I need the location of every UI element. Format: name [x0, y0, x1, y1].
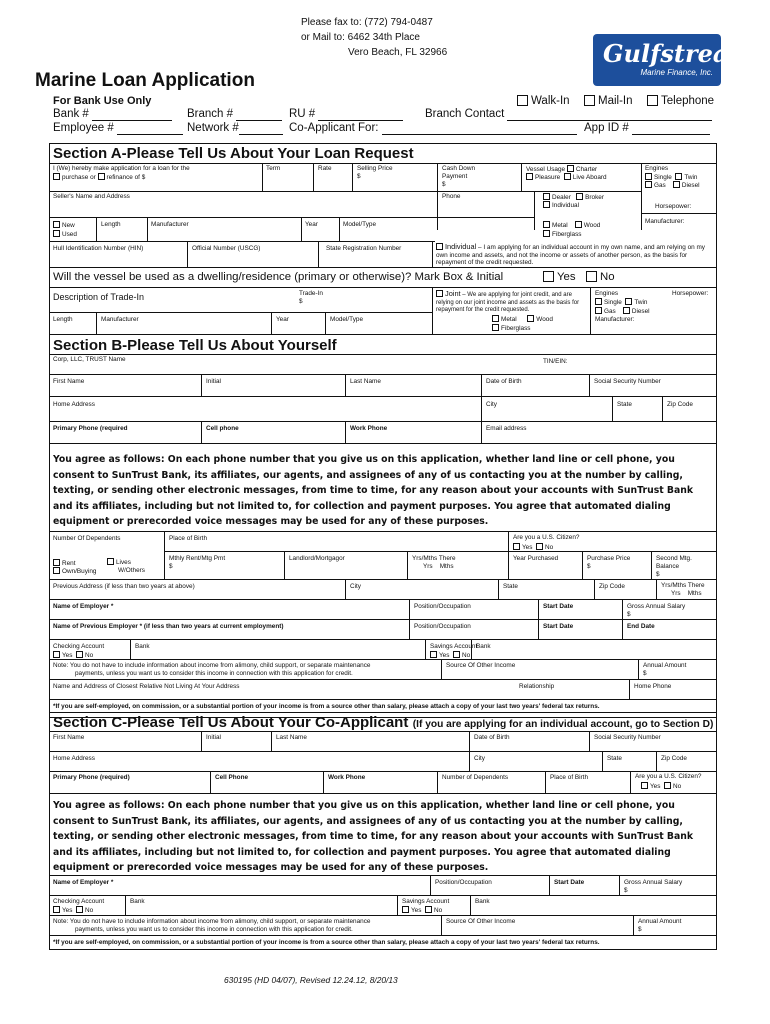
start-date-label: Start Date — [543, 603, 574, 610]
co-self-employed-note: *If you are self-employed, on commission, or a substantial portion of your income is from a source other than salary, please attach a copy of your last two years' federal tax returns. — [53, 939, 600, 946]
joint-account-checkbox[interactable] — [436, 290, 443, 297]
bank-use-heading: For Bank Use Only — [53, 95, 152, 107]
annual-amount-label: Annual Amount — [643, 662, 687, 669]
citizen-no-checkbox[interactable] — [536, 543, 543, 550]
state-label: State — [617, 401, 632, 408]
annual-amount-dollar[interactable]: $ — [643, 670, 647, 677]
section-a-title: Section A-Please Tell Us About Your Loan Request — [53, 145, 414, 162]
individual-seller-option: Individual — [543, 201, 579, 210]
cell-phone-label: Cell phone — [206, 425, 239, 432]
trade-fuel-options: Gas Diesel — [595, 307, 650, 316]
co-employer-label: Name of Employer * — [53, 879, 114, 886]
lives-with-others-checkbox[interactable] — [107, 558, 114, 565]
checking-options: Yes No — [53, 651, 93, 660]
rent-option: Rent — [53, 559, 76, 568]
telephone-option[interactable]: Telephone — [647, 94, 714, 108]
savings-account-label: Savings Account — [430, 643, 478, 650]
dealer-checkbox[interactable] — [543, 193, 550, 200]
co-us-citizen-label: Are you a U.S. Citizen? — [635, 773, 702, 780]
employee-number-field[interactable]: Employee # — [53, 122, 183, 135]
prev-zip-label: Zip Code — [599, 583, 625, 590]
mail-in-option[interactable]: Mail-In — [584, 94, 633, 108]
uscg-label: Official Number (USCG) — [192, 245, 261, 252]
trade-model-label: Model/Type — [330, 316, 364, 323]
co-savings-no-checkbox[interactable] — [425, 906, 432, 913]
balance-dollar[interactable]: $ — [656, 571, 660, 578]
co-first-name-label: First Name — [53, 734, 85, 741]
co-us-citizen-options: Yes No — [641, 782, 681, 791]
fuel-options: Gas Diesel — [645, 181, 700, 190]
gulfstream-logo — [593, 34, 754, 86]
logo-subtitle: Marine Finance, Inc. — [640, 68, 713, 77]
charter-checkbox[interactable] — [567, 165, 574, 172]
co-checking-bank-label: Bank — [130, 898, 145, 905]
co-state-label: State — [607, 755, 622, 762]
seller-name-label: Seller's Name and Address — [53, 193, 130, 200]
lives-option: Lives — [107, 558, 131, 567]
vessel-usage-label: Vessel Usage Charter — [526, 166, 598, 173]
closest-relative-label: Name and Address of Closest Relative Not Living At Your Address — [53, 683, 240, 690]
ru-number-field[interactable]: RU # — [289, 108, 403, 121]
co-checking-options: Yes No — [53, 906, 93, 915]
savings-bank-label: Bank — [476, 643, 491, 650]
income-note-line2: payments, unless you want us to consider this income in connection with this application for credit. — [75, 670, 353, 677]
fiberglass-checkbox[interactable] — [543, 230, 550, 237]
balance-label: Balance — [656, 563, 680, 570]
first-name-label: First Name — [53, 378, 85, 385]
live-aboard-checkbox[interactable] — [564, 173, 571, 180]
us-citizen-options: Yes No — [513, 543, 553, 552]
previous-employer-label: Name of Previous Employer * (if less than two years at current employment) — [53, 623, 284, 630]
savings-no-checkbox[interactable] — [453, 651, 460, 658]
cash-down-dollar[interactable]: $ — [442, 181, 446, 188]
co-annual-amount-label: Annual Amount — [638, 918, 682, 925]
model-type-label: Model/Type — [343, 221, 377, 228]
co-dob-label: Date of Birth — [474, 734, 510, 741]
gross-salary-label: Gross Annual Salary — [627, 603, 686, 610]
monthly-payment-dollar[interactable]: $ — [169, 563, 173, 570]
place-of-birth-label: Place of Birth — [169, 535, 208, 542]
position-label: Position/Occupation — [414, 603, 471, 610]
relative-home-phone-label: Home Phone — [634, 683, 672, 690]
citizen-yes-checkbox[interactable] — [513, 543, 520, 550]
horsepower-label: Horsepower: — [655, 203, 692, 210]
income-note-line1: Note: You do not have to include information about income from alimony, child support, or separate maintenance — [53, 662, 371, 669]
state-registration-label: State Registration Number — [326, 245, 402, 252]
purchase-refinance-options[interactable]: purchase or refinance of $ — [53, 173, 145, 182]
gross-salary-dollar[interactable]: $ — [627, 611, 631, 618]
prev-city-label: City — [350, 583, 362, 590]
individual-account-statement: Individual – I am applying for an individual account in my own name, and am relying on my own income and assets, and not the income or assets of another person, as the basis for repayment of the credit requested. — [436, 242, 706, 267]
mail-city: Vero Beach, FL 32966 — [348, 47, 448, 58]
new-checkbox[interactable] — [53, 221, 60, 228]
checking-account-label: Checking Account — [53, 643, 105, 650]
individual-account-checkbox[interactable] — [436, 243, 443, 250]
network-number-field[interactable]: Network # — [187, 122, 283, 135]
manufacturer-label: Manufacturer — [151, 221, 189, 228]
second-mtg-label: Second Mtg. — [656, 555, 692, 562]
previous-address-label: Previous Address (if less than two years at above) — [53, 583, 195, 590]
prev-position-label: Position/Occupation — [414, 623, 471, 630]
trade-manufacturer-label: Manufacturer: — [595, 316, 635, 323]
logo-wordmark: Gulfstream — [603, 39, 754, 68]
engines-label: Engines — [645, 165, 669, 172]
co-consent-statement: You agree as follows: On each phone number that you give us on this application, whether land line or cell phone, you consent to SunTrust Bank, its affiliates, our agents, and assignees of any of us contacting you at the number by calling, texting, or sending other electronic messages, from time to time, for any reason about your accounts with SunTrust Bank and its affiliates, including but not limited to, for collection and payment purposes. You agree that automated dialing equipment or prerecorded voice messages may be used for any of these purposes. — [53, 800, 694, 873]
selling-price-dollar[interactable]: $ — [357, 173, 361, 180]
joint-account-statement: Joint – We are applying for joint credit, and are relying on our joint income and assets as the basis for repayment for the credit requested. — [436, 289, 580, 313]
trade-year-label: Year — [276, 316, 289, 323]
self-employed-note: *If you are self-employed, on commission, or a substantial portion of your income is from a source other than salary, please attach a copy of your last two years' federal tax returns. — [53, 703, 600, 710]
fiberglass-option: Fiberglass — [543, 230, 581, 239]
landlord-label: Landlord/Mortgagor — [289, 555, 345, 562]
co-primary-phone-label: Primary Phone (required) — [53, 774, 130, 781]
section-c-title: Section C-Please Tell Us About Your Co-Applicant — [53, 714, 409, 731]
individual-seller-checkbox[interactable] — [543, 201, 550, 208]
co-ssn-label: Social Security Number — [594, 734, 661, 741]
section-b-title: Section B-Please Tell Us About Yourself — [53, 337, 337, 354]
co-income-note-line1: Note: You do not have to include information about income from alimony, child support, or separate maintenance — [53, 918, 371, 925]
payment-label: Payment — [442, 173, 468, 180]
broker-checkbox[interactable] — [576, 193, 583, 200]
co-work-phone-label: Work Phone — [328, 774, 366, 781]
co-savings-label: Savings Account — [402, 898, 450, 905]
trade-hull-options: Metal Wood — [492, 315, 553, 324]
co-dependents-label: Number of Dependents — [442, 774, 509, 781]
seller-type-options: Dealer Broker — [543, 193, 604, 202]
purchase-price-label: Purchase Price — [587, 555, 631, 562]
prev-yrs-mths-label: Yrs/Mths There — [661, 582, 705, 589]
co-place-birth-label: Place of Birth — [550, 774, 589, 781]
co-income-note-line2: payments, unless you want us to consider this income in connection with this application for credit. — [75, 926, 353, 933]
email-label: Email address — [486, 425, 527, 432]
engines-trade-label: Engines — [595, 290, 619, 297]
own-option: Own/Buying — [53, 567, 96, 576]
trade-twin-checkbox[interactable] — [625, 298, 632, 305]
last-name-label: Last Name — [350, 378, 381, 385]
horsepower-trade-label: Horsepower: — [672, 290, 709, 297]
year-purchased-label: Year Purchased — [513, 555, 559, 562]
trade-diesel-checkbox[interactable] — [623, 307, 630, 314]
branch-number-field[interactable]: Branch # — [187, 108, 282, 121]
mail-in-checkbox[interactable] — [584, 95, 595, 106]
corp-name-label: Corp, LLC, TRUST Name — [53, 356, 126, 363]
used-option: Used — [53, 230, 77, 239]
ssn-label: Social Security Number — [594, 378, 661, 385]
telephone-checkbox[interactable] — [647, 95, 658, 106]
prev-state-label: State — [503, 583, 518, 590]
trade-manufacturer-field-label: Manufacturer — [101, 316, 139, 323]
pleasure-checkbox[interactable] — [526, 173, 533, 180]
metal-checkbox[interactable] — [543, 221, 550, 228]
length-label: Length — [101, 221, 121, 228]
relationship-label: Relationship — [519, 683, 555, 690]
co-gross-salary-dollar[interactable]: $ — [624, 887, 628, 894]
co-position-label: Position/Occupation — [435, 879, 492, 886]
co-savings-yes-checkbox[interactable] — [402, 906, 409, 913]
co-home-address-label: Home Address — [53, 755, 95, 762]
gas-checkbox[interactable] — [645, 181, 652, 188]
dwelling-no-option[interactable]: No — [586, 270, 615, 284]
trade-in-label: Trade-In — [299, 290, 323, 297]
trade-length-label: Length — [53, 316, 73, 323]
end-date-label: End Date — [627, 623, 655, 630]
co-citizen-yes-checkbox[interactable] — [641, 782, 648, 789]
trade-engine-count-options: Single Twin — [595, 298, 647, 307]
trade-wood-checkbox[interactable] — [527, 315, 534, 322]
trade-metal-checkbox[interactable] — [492, 315, 499, 322]
co-savings-options: Yes No — [402, 906, 442, 915]
co-checking-yes-checkbox[interactable] — [53, 906, 60, 913]
twin-engine-checkbox[interactable] — [675, 173, 682, 180]
savings-yes-checkbox[interactable] — [430, 651, 437, 658]
work-phone-label: Work Phone — [350, 425, 388, 432]
branch-contact-field[interactable]: Branch Contact — [425, 108, 712, 121]
co-checking-no-checkbox[interactable] — [76, 906, 83, 913]
seller-phone-label: Phone — [442, 193, 461, 200]
co-start-date-label: Start Date — [554, 879, 585, 886]
us-citizen-label: Are you a U.S. Citizen? — [513, 534, 580, 541]
co-zip-label: Zip Code — [661, 755, 687, 762]
consent-statement: You agree as follows: On each phone number that you give us on this application, whether land line or cell phone, you consent to SunTrust Bank, its affiliates, our agents, and assignees of any of us contacting you at the number by calling, texting, or sending other electronic messages, from time to time, for any reason about your accounts with SunTrust Bank and its affiliates, including but not limited to, for collection and payment purposes. You agree that automated dialing equipment or prerecorded voice messages may be used for any of these purposes. — [53, 454, 694, 527]
bank-number-field[interactable]: Bank # — [53, 108, 172, 121]
hull-material-options: Metal Wood — [543, 221, 600, 230]
prev-yrs-mths-fields[interactable]: Yrs Mths — [671, 590, 702, 597]
mail-address: or Mail to: 6462 34th Place — [301, 32, 420, 43]
refinance-checkbox[interactable] — [98, 173, 105, 180]
walk-in-checkbox[interactable] — [517, 95, 528, 106]
prev-start-date-label: Start Date — [543, 623, 574, 630]
trade-single-checkbox[interactable] — [595, 298, 602, 305]
fax-number: Please fax to: (772) 794-0487 — [301, 17, 433, 28]
dependents-label: Number Of Dependents — [53, 535, 121, 542]
form-number: 630195 (HD 04/07), Revised 12.24.12, 8/20/13 — [224, 975, 398, 985]
section-c-header — [53, 714, 713, 732]
purchase-checkbox[interactable] — [53, 173, 60, 180]
co-last-name-label: Last Name — [276, 734, 307, 741]
rent-checkbox[interactable] — [53, 559, 60, 566]
cash-down-label: Cash Down — [442, 165, 476, 172]
trade-gas-checkbox[interactable] — [595, 307, 602, 314]
usage-options: Pleasure Live Aboard — [526, 173, 607, 182]
savings-options: Yes No — [430, 651, 470, 660]
co-annual-amount-dollar[interactable]: $ — [638, 926, 642, 933]
monthly-payment-label: Mthly Rent/Mtg Pmt — [169, 555, 226, 562]
manufacturer-engine-label: Manufacturer: — [645, 218, 685, 225]
hin-label: Hull Identification Number (HIN) — [53, 245, 144, 252]
co-city-label: City — [474, 755, 486, 762]
primary-phone-label: Primary Phone (required — [53, 425, 128, 432]
trade-fiberglass-checkbox[interactable] — [492, 324, 499, 331]
section-c-subtitle: (If you are applying for an individual account, go to Section D) — [412, 719, 714, 730]
engine-count-options: Single Twin — [645, 173, 697, 182]
trade-in-description-label: Description of Trade-In — [53, 292, 145, 302]
app-id-field[interactable]: App ID # — [584, 122, 710, 135]
dwelling-yes-checkbox[interactable] — [543, 271, 554, 282]
employer-label: Name of Employer * — [53, 603, 114, 610]
wood-checkbox[interactable] — [575, 221, 582, 228]
zip-label: Zip Code — [667, 401, 693, 408]
co-cell-phone-label: Cell Phone — [215, 774, 249, 781]
with-others-label: W/Others — [118, 567, 145, 574]
dwelling-yes-option[interactable]: Yes — [543, 270, 576, 284]
co-initial-label: Initial — [206, 734, 221, 741]
new-option: New — [53, 221, 75, 230]
co-savings-bank-label: Bank — [475, 898, 490, 905]
other-income-label: Source Of Other Income — [446, 662, 516, 669]
trade-fiberglass-option: Fiberglass — [492, 324, 530, 333]
co-applicant-for-field[interactable]: Co-Applicant For: — [289, 122, 577, 135]
term-label: Term — [266, 165, 281, 172]
dwelling-question: Will the vessel be used as a dwelling/residence (primary or otherwise)? Mark Box & Initial — [53, 271, 504, 283]
trade-in-dollar[interactable]: $ — [299, 298, 303, 305]
checking-no-checkbox[interactable] — [76, 651, 83, 658]
year-label: Year — [305, 221, 318, 228]
tin-label: TIN/EIN: — [543, 358, 568, 365]
co-gross-salary-label: Gross Annual Salary — [624, 879, 683, 886]
city-label: City — [486, 401, 498, 408]
rate-label: Rate — [318, 165, 332, 172]
purchase-price-dollar[interactable]: $ — [587, 563, 591, 570]
walk-in-option[interactable]: Walk-In — [517, 94, 570, 108]
co-citizen-no-checkbox[interactable] — [664, 782, 671, 789]
own-buying-checkbox[interactable] — [53, 567, 60, 574]
yrs-mths-there-label: Yrs/Mths There — [412, 555, 456, 562]
used-checkbox[interactable] — [53, 230, 60, 237]
diesel-checkbox[interactable] — [673, 181, 680, 188]
single-engine-checkbox[interactable] — [645, 173, 652, 180]
loan-request-text: I (We) hereby make application for a loan for the — [53, 165, 190, 172]
checking-bank-label: Bank — [135, 643, 150, 650]
dob-label: Date of Birth — [486, 378, 522, 385]
home-address-label: Home Address — [53, 401, 95, 408]
dwelling-no-checkbox[interactable] — [586, 271, 597, 282]
checking-yes-checkbox[interactable] — [53, 651, 60, 658]
co-checking-label: Checking Account — [53, 898, 105, 905]
initial-label: Initial — [206, 378, 221, 385]
yrs-mths-fields[interactable]: Yrs Mths — [423, 563, 454, 570]
selling-price-label: Selling Price — [357, 165, 393, 172]
co-other-income-label: Source Of Other Income — [446, 918, 516, 925]
page-title: Marine Loan Application — [35, 70, 255, 91]
